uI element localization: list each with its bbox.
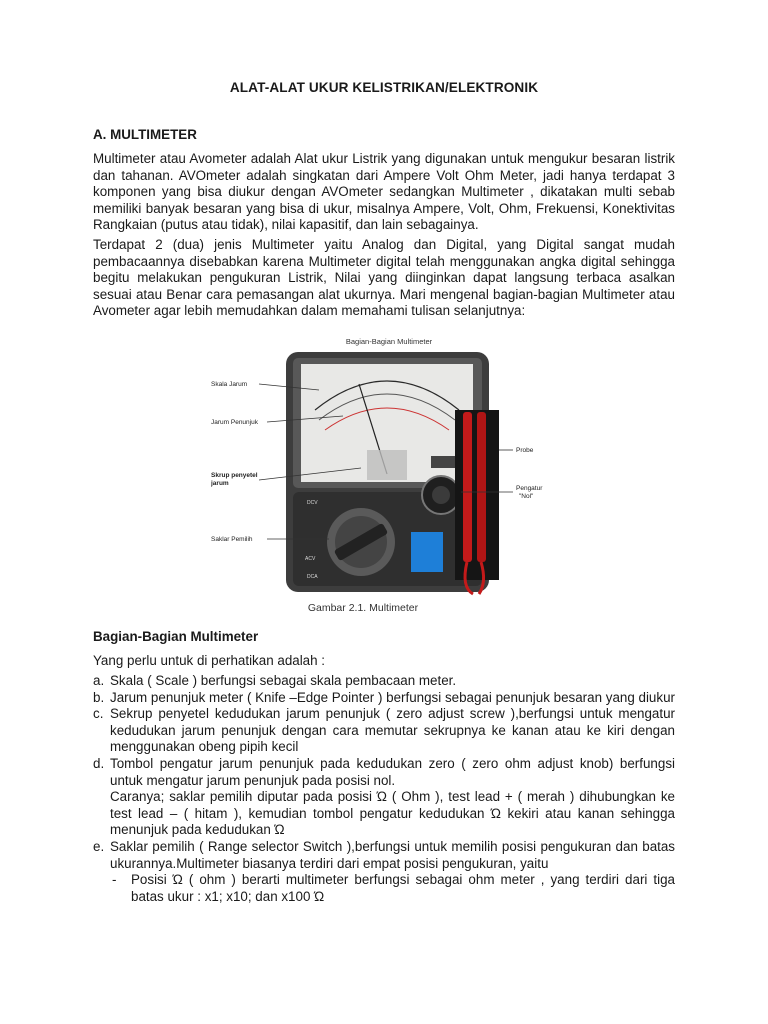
sub-list-item — [93, 872, 675, 905]
subsection-heading: Bagian-Bagian Multimeter — [93, 629, 259, 644]
acv-mark: ACV — [305, 556, 316, 562]
needle-pivot-cover — [367, 450, 407, 480]
list-marker: d. — [93, 755, 105, 771]
section-heading: A. MULTIMETER — [93, 127, 197, 142]
document-title: ALAT-ALAT UKUR KELISTRIKAN/ELEKTRONIK — [229, 80, 539, 95]
list-marker: c. — [93, 706, 104, 722]
list-item-text: Jarum penunjuk meter ( Knife –Edge Pointer ) berfungsi sebagai penunjuk besaran yang diukur — [110, 689, 675, 705]
probe-red-1 — [463, 412, 472, 562]
label-skrup-penyetel: Skrup penyetel — [211, 472, 258, 479]
list-item-extra-text: Caranya; saklar pemilih diputar pada posisi Ώ ( Ohm ), test lead + ( merah ) dihubungkan ke test lead – ( hitam ), kemudian tombol pengatur kedudukan Ώ kekiri atau kanan sehingga menunjuk pada kedudukan Ώ — [110, 789, 675, 838]
sub-list-marker: - — [112, 872, 117, 888]
paragraph-1: Multimeter atau Avometer adalah Alat ukur Listrik yang digunakan untuk mengukur besaran listrik dan tahanan. AVOmeter adalah singkatan dari Ampere Volt Ohm Meter, jadi hanya terdapat 3 komponen yang bisa diukur dengan AVOmeter sedangkan Multimeter , dikatakan multi sebab memiliki banyak besaran yang bisa di ukur, misalnya Ampere, Volt, Ohm, Frekuensi, Konektivitas Rangkaian (putus atau tidak), nilai kapasitif, dan lain sebagainya. — [93, 151, 675, 233]
multimeter-figure — [211, 332, 561, 617]
list-marker: a. — [93, 673, 105, 688]
label-skala-jarum: Skala Jarum — [211, 381, 248, 388]
paragraph-2: Terdapat 2 (dua) jenis Multimeter yaitu Analog dan Digital, yang Digital sangat mudah pembacaannya disebabkan karena Multimeter digital telah menggunakan angka digital sehingga begitu melakukan pengukuran Listrik, Nilai yang diinginkan dapat langsung terbaca asalkan sesuai atau Benar cara pemasangan alat ukurnya. Mari mengenal bagian-bagian Multimeter atau Avometer agar lebih memudahkan dalam memahami tulisan selanjutnya: — [93, 237, 675, 319]
list-item-text: Saklar pemilih ( Range selector Switch ),berfungsi untuk memilih posisi pengukuran dan batas ukurannya.Multimeter biasanya terdiri dari empat posisi pengukuran, yaitu — [110, 838, 675, 871]
label-probe: Probe — [516, 447, 534, 454]
blue-range-marking — [411, 532, 443, 572]
list-marker: b. — [93, 689, 105, 705]
list-item — [93, 706, 675, 756]
list-item-text: Tombol pengatur jarum penunjuk pada kedudukan zero ( zero ohm adjust knob) berfungsi untuk mengatur jarum penunjuk pada posisi nol. — [110, 755, 675, 788]
probe-red-2 — [477, 412, 486, 562]
figure-caption: Gambar 2.1. Multimeter — [307, 602, 419, 614]
list-item-text: Sekrup penyetel kedudukan jarum penunjuk ( zero adjust screw ),berfungsi untuk mengatur kedudukan jarum penunjuk dengan cara memutar sekrupnya ke kanan atau ke kiri dengan menggunakan obeng pipih kecil — [110, 706, 675, 755]
intro-text: Yang perlu untuk di perhatikan adalah : — [93, 653, 326, 668]
label-saklar-pemilih: Saklar Pemilih — [211, 536, 253, 543]
label-pengatur: Pengatur — [516, 485, 543, 492]
list-item — [93, 690, 675, 707]
list-item — [93, 839, 675, 872]
list-marker: e. — [93, 838, 105, 854]
zero-adjust-knob-center — [432, 486, 450, 504]
figure-heading: Bagian-Bagian Multimeter — [345, 337, 433, 346]
label-nol: "Nol" — [519, 493, 534, 500]
dcv-mark: DCV — [307, 500, 318, 506]
list-item — [93, 756, 675, 839]
label-skrup-jarum: jarum — [211, 480, 229, 487]
parts-list — [93, 673, 675, 905]
label-jarum-penunjuk: Jarum Penunjuk — [211, 419, 258, 426]
sub-list-item-text: Posisi Ώ ( ohm ) berarti multimeter berfungsi sebagai ohm meter , yang terdiri dari tiga batas ukur : x1; x10; dan x100 Ώ — [131, 872, 675, 904]
dca-mark: DCA — [307, 574, 318, 580]
list-item — [93, 673, 675, 690]
multimeter-illustration — [211, 332, 561, 617]
list-item-text: Skala ( Scale ) berfungsi sebagai skala pembacaan meter. — [110, 673, 457, 688]
